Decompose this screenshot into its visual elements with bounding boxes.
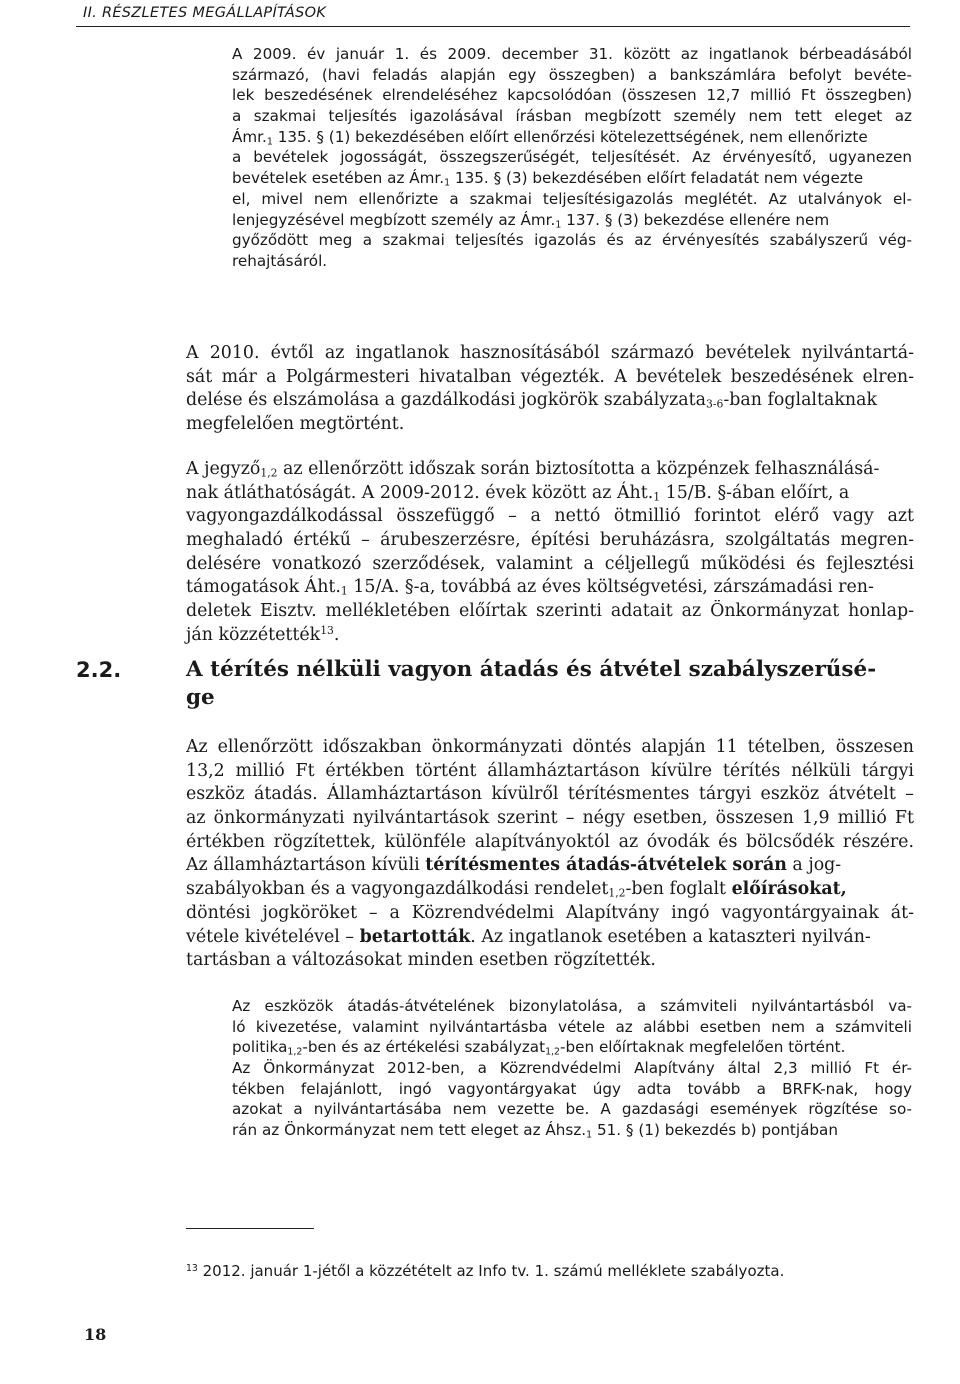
- paragraph-transparency: A jegyző$_{1,2}$ az ellenőrzött időszak során biztosította a közpénzek felhasználásá- nak átláthatóságát. A 2009-2012. évek között az $Áht._1$ 15/B. §-ában előírt, a vagyongazdálkodással összefüggő – a nettó ötmillió forintot elérő vagy azt meghaladó értékű – árubeszerzésre, építési beruházásra, szolgáltatás megren- delésére vonatkozó szerződések, valamint a céljellegű működési és fejlesztési támogatások $Áht._1$ 15/A. §-a, továbbá az éves költségvetési, zárszámadási ren- deletek Eisztv. mellékletében előírtak szerinti adatait az Önkormányzat honlap- ján közzétették$^{13}$.: [186, 459, 914, 645]
- paragraph-rental-income: A 2009. év január 1. és 2009. december 31. között az ingatlanok bérbeadásából származó, (havi feladás alapján egy összegben) a bankszámlára befolyt bevéte- lek beszedésének elrendeléséhez kapcsolódóan (összesen 12,7 millió Ft összegben) a szakmai teljesítés igazolásával írásban megbízott személy nem tett eleget az $Ámr._1$ 135. § (1) bekezdésében előírt ellenőrzési kötelezettségének, nem ellenőrizte a bevételek jogosságát, összegszerűségét, teljesítését. Az érvényesítő, ugyanezen bevételek esetében az $Ámr._1$ 135. § (3) bekezdésében előírt feladatát nem végezte el, mivel nem ellenőrizte a szakmai teljesítésigazolás meglétét. Az utalványok el- lenjegyzésével megbízott személy az $Ámr._1$ 137. § (3) bekezdése ellenére nem győződött meg a szakmai teljesítés igazolás és az érvényesítés szabályszerű vég- rehajtásáról.: [232, 45, 912, 270]
- paragraph-free-asset-transfer: Az ellenőrzött időszakban önkormányzati döntés alapján 11 tételben, összesen 13,2 millió Ft értékben történt államháztartáson kívülre térítés nélküli tárgyi eszköz átadás. Államháztartáson kívülről térítésmentes tárgyi eszköz átvételt – az önkormányzati nyilvántartások szerint – négy esetben, összesen 1,9 millió Ft értékben rögzítettek, különféle alapítványoktól az óvodák és bölcsődék részére. Az államháztartáson kívüli térítésmentes átadás-átvételek során a jog- szabályokban és a vagyongazdálkodási rendelet$_{1,2}$-ben foglalt előírásokat, döntési jogköröket – a Közrendvédelmi Alapítvány ingó vagyontárgyainak át- vétele kivételével – betartották. Az ingatlanok esetében a kataszteri nyilván- tartásban a változásokat minden esetben rögzítették.: [186, 737, 914, 971]
- paragraph-bookkeeping-finding: Az eszközök átadás-átvételének bizonylatolása, a számviteli nyilvántartásból va- ló kivezetése, valamint nyilvántartásba vétele az alábbi esetben nem a számviteli politika$_{1,2}$-ben és az értékelési szabályzat$_{1,2}$-ben előírtaknak megfelelően történt. Az Önkormányzat 2012-ben, a Közrendvédelmi Alapítvány által 2,3 millió Ft ér- tékben felajánlott, ingó vagyontárgyakat úgy adta tovább a BRFK-nak, hogy azokat a nyilvántartásába nem vezette be. A gazdasági események rögzítése so- rán az Önkormányzat nem tett eleget az $Áhsz._1$ 51. § (1) bekezdés b) pontjában: [232, 997, 912, 1141]
- footnote-mark: 13: [186, 1262, 198, 1274]
- page-header: [0, 0, 960, 30]
- footnote-rule: [186, 1228, 314, 1229]
- section-number: 2.2.: [76, 658, 122, 682]
- paragraph-revenue-records: A 2010. évtől az ingatlanok hasznosításából származó bevételek nyilvántartá- sát már a Polgármesteri hivatalban végezték. A bevételek beszedésének elren- delése és elszámolása a gazdálkodási jogkörök szabályzata$_{3-6}$-ban foglaltaknak megfelelően megtörtént.: [186, 343, 914, 435]
- footnote: [186, 1262, 906, 1280]
- footnote-text: 2012. január 1-jétől a közzétételt az Info tv. 1. számú melléklete szabályozta.: [197, 1262, 785, 1280]
- running-header-title: II. RÉSZLETES MEGÁLLAPÍTÁSOK: [83, 5, 327, 21]
- section-title: A térítés nélküli vagyon átadás és átvétel szabályszerűsé- ge: [186, 657, 877, 710]
- page-number: 18: [84, 1325, 107, 1344]
- header-rule: [76, 26, 910, 27]
